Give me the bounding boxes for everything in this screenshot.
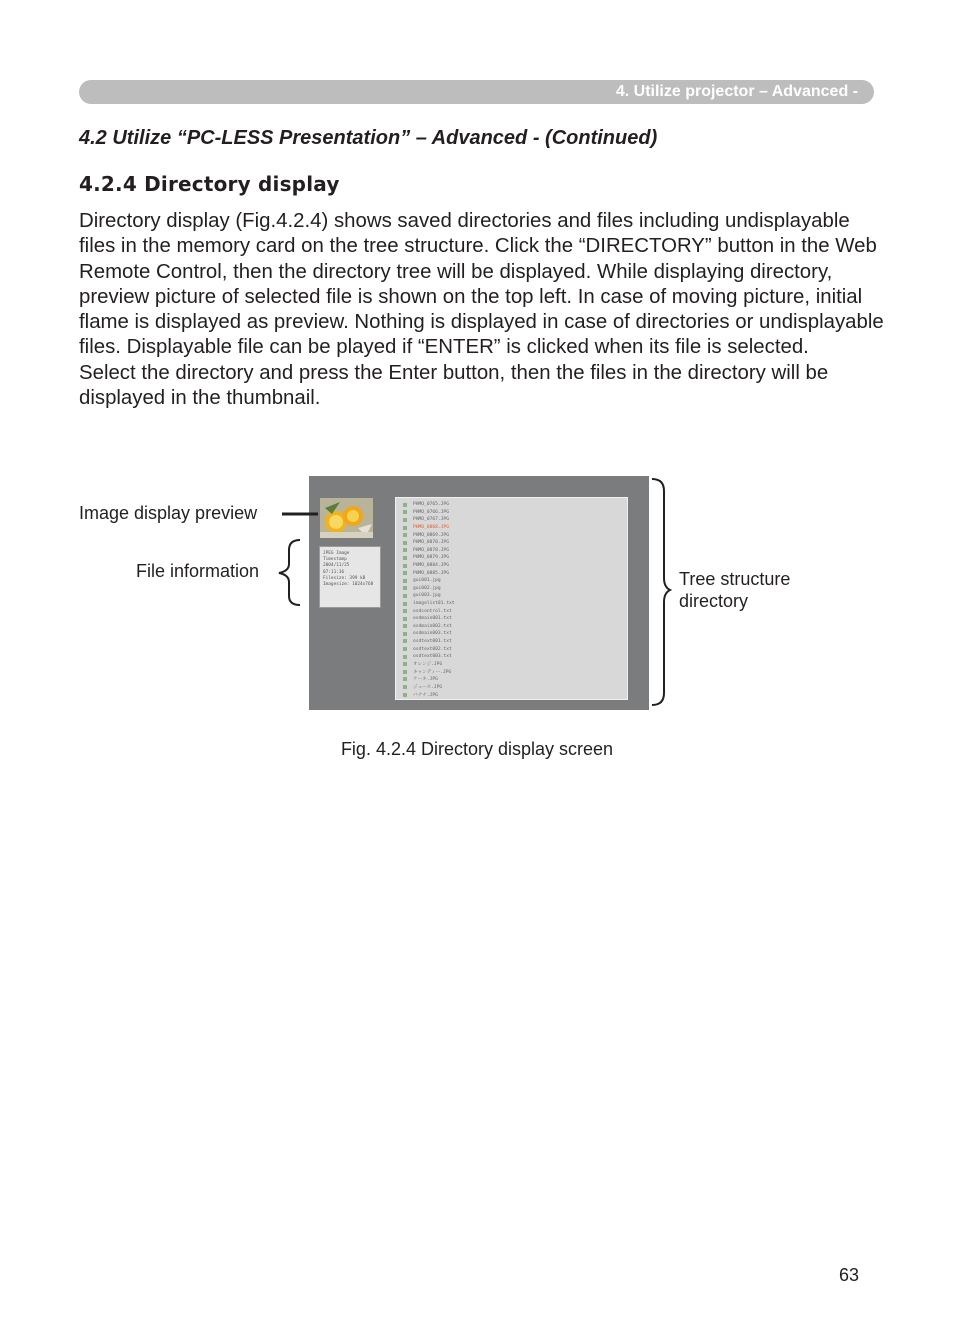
tree-item-label: PHMO_0765.JPG: [413, 502, 449, 508]
tree-item-label: osdmain002.txt: [413, 623, 452, 629]
tree-item-label: PHMO_0885.JPG: [413, 570, 449, 576]
chapter-header-text: 4. Utilize projector – Advanced -: [615, 83, 858, 100]
file-info-line: Filesize: 399 kB: [323, 575, 366, 581]
tree-item-label: PHMO_0767.JPG: [413, 517, 449, 523]
tree-item-label: gui002.jpg: [413, 585, 441, 591]
tree-item-label: PHMO_0868.JPG: [413, 525, 449, 531]
tree-item-label: osdcontrol.txt: [413, 608, 452, 614]
tree-item-label: ケーキ.JPG: [413, 677, 438, 683]
paragraph-2: Select the directory and press the Enter button, then the files in the directory will be displayed in the thumbnail.: [79, 361, 829, 410]
tree-item-label: ジュース.JPG: [413, 685, 443, 691]
file-info-line: 2004/11/25: [323, 563, 350, 569]
label-tree-structure: Tree structure: [679, 569, 791, 589]
label-directory: directory: [679, 591, 749, 611]
tree-directory-brace: [652, 479, 670, 705]
section-title: 4.2 Utilize “PC-LESS Presentation” – Advanced - (Continued): [79, 127, 658, 149]
tree-item-label: オレンジ.JPG: [413, 662, 443, 668]
figure-caption: Fig. 4.2.4 Directory display screen: [340, 739, 614, 759]
subsection-title: 4.2.4 Directory display: [79, 172, 340, 196]
tree-item-label: gui003.jpg: [413, 593, 441, 599]
file-info-brace: [279, 540, 300, 605]
file-info-line: Timestamp: [323, 557, 347, 563]
tree-item-label: gui001.jpg: [413, 578, 441, 584]
tree-item-label: osdtext001.txt: [413, 638, 452, 644]
tree-item-label: キャンディー.JPG: [413, 669, 452, 675]
tree-item-label: PHMO_0879.JPG: [413, 555, 449, 561]
file-info-line: Imagesize: 1024x768: [323, 582, 374, 588]
tree-item-label: PHMO_0878.JPG: [413, 547, 449, 553]
tree-item-label: osdmain001.txt: [413, 616, 452, 622]
paragraph-1: Directory display (Fig.4.2.4) shows saved directories and files including undisplayable files in the memory card on the tree structure. Click the “DIRECTORY” button in the Web Remote Control, then the directory tree will be displayed. While displaying directory, preview picture of selected file is shown on the top left. In case of moving picture, initial flame is displayed as preview. Nothing is displayed in case of directories or undisplayable files. Displayable file can be played if “ENTER” is clicked when its file is selected.: [79, 210, 884, 359]
tree-item-label: PHMO_0870.JPG: [413, 540, 449, 546]
page-number: 63: [839, 1265, 860, 1285]
tree-item-label: PHMO_0884.JPG: [413, 563, 449, 569]
tree-item-label: osdmain003.txt: [413, 631, 452, 637]
label-file-information: File information: [136, 561, 260, 581]
tree-item-label: osdtext003.txt: [413, 654, 452, 660]
tree-item-label: バナナ.JPG: [413, 692, 438, 698]
tree-item-label: osdtext002.txt: [413, 646, 452, 652]
tree-item-label: PHMO_0869.JPG: [413, 532, 449, 538]
tree-item-label: PHMO_0766.JPG: [413, 509, 449, 515]
file-info-line: JPEG Image: [323, 551, 350, 556]
tree-item-label: imagelist01.txt: [413, 601, 455, 607]
label-image-display-preview: Image display preview: [79, 503, 258, 523]
file-info-line: 07:11:36: [323, 569, 345, 575]
